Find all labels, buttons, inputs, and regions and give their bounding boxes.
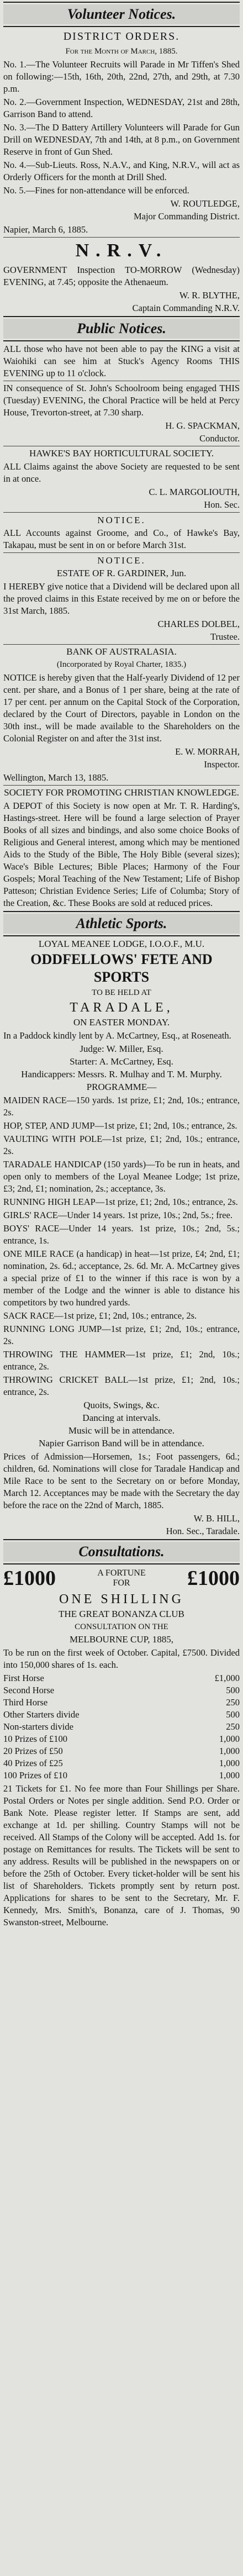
- top-rule: [3, 2, 240, 3]
- choral-signature-title: Conductor.: [199, 433, 240, 444]
- hb-society-signature: C. L. MARGOLIOUTH,: [149, 487, 240, 497]
- fete-music: Music will be in attendance.: [68, 1425, 175, 1436]
- rule: [3, 911, 240, 912]
- fete-handicappers: Handicappers: Messrs. R. Mulhay and T. M. Murphy.: [21, 1069, 222, 1079]
- programme-heading: PROGRAMME—: [86, 1082, 157, 1092]
- prize-row: [3, 1684, 240, 1697]
- public-notice-choral: IN consequence of St. John's Schoolroom being engaged THIS (Tuesday) EVENING, the Choral Practice will be held at Percy House, Trevorton-street, at 7.30 sharp.: [3, 383, 240, 418]
- cup-line: MELBOURNE CUP, 1885,: [70, 1634, 173, 1645]
- district-orders-title: DISTRICT ORDERS.: [63, 30, 180, 43]
- nrv-title: N.R.V.: [75, 240, 168, 261]
- bank-title: BANK OF AUSTRALASIA.: [66, 646, 177, 657]
- prize-label: Other Starters divide: [3, 1709, 80, 1720]
- event-item: RUNNING HIGH LEAP—1st prize, £1; 2nd, 10s.; entrance, 2s.: [3, 1197, 238, 1207]
- volunteer-signature-title: Major Commanding District.: [133, 211, 240, 222]
- event-item: THROWING CRICKET BALL—1st prize, £1; 2nd, 10s.; entrance, 2s.: [3, 1374, 240, 1397]
- fete-band: Napier Garrison Band will be in attendance.: [39, 1438, 204, 1448]
- prize-amount: 500: [226, 1709, 240, 1720]
- prize-row: [3, 1733, 240, 1745]
- volunteer-date: Napier, March 6, 1885.: [3, 224, 88, 235]
- notice-account-title: NOTICE.: [97, 515, 146, 525]
- volunteer-signature: W. ROUTLEDGE,: [170, 198, 240, 209]
- club-line: THE GREAT BONANZA CLUB: [59, 1609, 184, 1619]
- estate-signature: CHARLES DOLBEL,: [157, 619, 240, 629]
- rule: [3, 935, 240, 936]
- prize-label: 40 Prizes of £25: [3, 1758, 63, 1768]
- bank-body: NOTICE is hereby given that the Half-yearly Dividend of 12 per cent. per share, and a Bonus of 1 per share, being at the rate of 17 per cent. per annum on the Capital Stock of the Corporation, declared by the Court of Directors, payable in London on the 30th inst., will be made available to the Shareholders on the Colonial Register on and after the 31st inst.: [3, 672, 240, 744]
- prize-label: Non-starters divide: [3, 1721, 73, 1732]
- divider: [3, 552, 240, 553]
- athletic-header-band: [3, 914, 240, 934]
- event-item: THROWING THE HAMMER—1st prize, £1; 2nd, 10s.; entrance, 2s.: [3, 1349, 240, 1372]
- divider: [3, 512, 240, 513]
- prize-row: [3, 1697, 240, 1709]
- orders-month: For the Month of March, 1885.: [65, 47, 178, 56]
- rule: [3, 340, 240, 341]
- fete-signature-title: Hon. Sec., Taradale.: [166, 1526, 240, 1536]
- order-item: No. 3.—The D Battery Artillery Volunteers will Parade for Gun Drill on WEDNESDAY, 7th and 14th, at 8 p.m., on Government Reserve in front of Gun Shed.: [3, 122, 240, 157]
- order-item: No. 5.—Fines for non-attendance will be enforced.: [3, 185, 189, 196]
- rule: [3, 1539, 240, 1540]
- hb-society-title: HAWKE'S BAY HORTICULTURAL SOCIETY.: [29, 448, 214, 459]
- prize-amount: 1,000: [219, 1746, 240, 1756]
- fete-quoits: Quoits, Swings, &c.: [83, 1400, 160, 1410]
- event-item: RUNNING LONG JUMP—1st prize, £1; 2nd, 10s.; entrance, 2s.: [3, 1324, 240, 1346]
- fete-judge: Judge: W. Miller, Esq.: [80, 1044, 163, 1054]
- prize-list: [3, 1672, 240, 1782]
- prize-amount: 1,000: [219, 1770, 240, 1780]
- bank-signature: E. W. MORRAH,: [175, 746, 240, 757]
- divider: [3, 237, 240, 238]
- bank-date: Wellington, March 13, 1885.: [3, 772, 109, 783]
- volunteer-header: Volunteer Notices.: [67, 6, 176, 22]
- prize-label: Third Horse: [3, 1697, 48, 1708]
- consult-line: CONSULTATION ON THE: [75, 1622, 168, 1631]
- consult-intro: To be run on the first week of October. Capital, £7500. Divided into 150,000 shares of 1s. each.: [3, 1647, 240, 1670]
- nrv-signature-title: Captain Commanding N.R.V.: [132, 303, 240, 313]
- hb-society-body: ALL Claims against the above Society are requested to be sent in at once.: [3, 461, 240, 484]
- event-item: GIRLS' RACE—Under 14 years. 1st prize, 10s.; 2nd, 5s.; free.: [3, 1210, 233, 1220]
- rule: [3, 1563, 240, 1564]
- public-header-band: [3, 319, 240, 339]
- estate-signature-title: Trustee.: [210, 631, 240, 642]
- public-notice-king: ALL those who have not been able to pay the KING a visit at Waiohiki can see him at Stuck's Agency Rooms THIS EVENING up to 11 o'clock.: [3, 344, 240, 378]
- event-item: MAIDEN RACE—150 yards. 1st prize, £1; 2nd, 10s.; entrance, 2s.: [3, 1095, 240, 1118]
- event-item: VAULTING WITH POLE—1st prize, £1; 2nd, 10s.; entrance, 2s.: [3, 1134, 240, 1156]
- prize-label: First Horse: [3, 1673, 44, 1683]
- event-item: HOP, STEP, AND JUMP—1st prize, £1; 2nd, 10s.; entrance, 2s.: [3, 1120, 237, 1131]
- fortune-block: [97, 1568, 146, 1588]
- fete-starter: Starter: A. McCartney, Esq.: [70, 1056, 173, 1067]
- event-item: BOYS' RACE—Under 14 years. 1st prize, 10s.; 2nd, 5s.; entrance, 1s.: [3, 1223, 240, 1246]
- consult-header-band: [3, 1542, 240, 1562]
- fete-day: ON EASTER MONDAY.: [73, 1017, 170, 1028]
- prize-row: [3, 1709, 240, 1721]
- prize-row: [3, 1757, 240, 1769]
- prize-row: [3, 1745, 240, 1757]
- one-shilling: ONE SHILLING: [59, 1592, 184, 1606]
- prize-amount: 1,000: [219, 1758, 240, 1768]
- prize-row: [3, 1721, 240, 1733]
- event-item: ONE MILE RACE (a handicap) in heat—1st prize, £4; 2nd, £1; nomination, 2s. 6d.; acceptance, 2s. 6d. Mr. A. McCartney gives a special prize of £1 to the winner if this race is won by a member of the Lodge and the winner is able to distance his competitors by two hundred yards.: [3, 1249, 240, 1308]
- prize-label: 100 Prizes of £10: [3, 1770, 67, 1780]
- consult-header: Consultations.: [78, 1544, 165, 1560]
- fete-title: ODDFELLOWS' FETE AND SPORTS: [30, 951, 213, 985]
- fete-dancing: Dancing at intervals.: [82, 1413, 161, 1423]
- prize-row: [3, 1769, 240, 1782]
- consult-headline: [3, 1566, 240, 1590]
- rule: [3, 26, 240, 27]
- order-item: No. 4.—Sub-Lieuts. Ross, N.A.V., and King, N.R.V., will act as Orderly Officers for the month at Drill Shed.: [3, 160, 240, 182]
- big-amount-right: £1000: [187, 1567, 240, 1590]
- prize-label: Second Horse: [3, 1685, 55, 1695]
- event-item: SACK RACE—1st prize, £1; 2nd, 10s.; entrance, 2s.: [3, 1310, 197, 1321]
- fortune-line1: A FORTUNE: [97, 1568, 146, 1578]
- event-item: TARADALE HANDICAP (150 yards)—To be run in heats, and open only to members of the Loyal Meanee Lodge; 1st prize, £3; 2nd, £1; nomination, 2s.; acceptance, 3s.: [3, 1159, 240, 1194]
- spck-title: SOCIETY FOR PROMOTING CHRISTIAN KNOWLEDGE.: [4, 787, 239, 798]
- divider: [3, 785, 240, 786]
- divider: [3, 644, 240, 645]
- prize-amount: 250: [226, 1721, 240, 1732]
- prize-label: 20 Prizes of £50: [3, 1746, 63, 1756]
- fortune-line2: FOR: [113, 1578, 130, 1588]
- bank-incorporated: (Incorporated by Royal Charter, 1835.): [56, 660, 187, 669]
- prize-amount: £1,000: [214, 1673, 240, 1683]
- big-amount-left: £1000: [3, 1567, 56, 1590]
- fete-intro: In a Paddock kindly lent by A. McCartney, Esq., at Roseneath.: [3, 1030, 231, 1041]
- order-item: No. 2.—Government Inspection, WEDNESDAY, 21st and 28th, Garrison Band to attend.: [3, 97, 240, 119]
- choral-signature: H. G. SPACKMAN,: [165, 420, 240, 431]
- volunteer-header-band: [3, 4, 240, 24]
- nrv-body: GOVERNMENT Inspection TO-MORROW (Wednesday) EVENING, at 7.45; opposite the Athenaeum.: [3, 265, 240, 287]
- rule: [3, 316, 240, 317]
- prize-amount: 250: [226, 1697, 240, 1708]
- prize-label: 10 Prizes of £100: [3, 1734, 67, 1744]
- notice-estate-title: NOTICE.: [97, 555, 146, 566]
- public-header: Public Notices.: [77, 320, 166, 336]
- prize-row: [3, 1672, 240, 1684]
- fete-place: TARADALE,: [70, 1000, 173, 1015]
- notice-account-body: ALL Accounts against Groome, and Co., of Hawke's Bay, Takapau, must be sent in on or before March 31st.: [3, 528, 240, 550]
- to-be-held: TO BE HELD AT: [92, 988, 151, 997]
- hb-society-signature-title: Hon. Sec.: [204, 499, 240, 510]
- fete-signature: W. B. HILL,: [193, 1513, 240, 1524]
- prize-amount: 1,000: [219, 1734, 240, 1744]
- athletic-header: Athletic Sports.: [76, 915, 167, 931]
- order-item: No. 1.—The Volunteer Recruits will Parade in Mr Tiffen's Shed on following:—15th, 16th, 20th, 22nd, 27th, and 29th, at 7.30 p.m.: [3, 59, 240, 94]
- bank-signature-title: Inspector.: [204, 759, 240, 770]
- estate-body: I HEREBY give notice that a Dividend will be declared upon all the proved claims in this Estate received by me on or before the 31st March, 1885.: [3, 581, 240, 616]
- nrv-signature: W. R. BLYTHE,: [179, 290, 240, 301]
- prize-amount: 500: [226, 1685, 240, 1695]
- lodge-name: LOYAL MEANEE LODGE, I.O.O.F., M.U.: [38, 939, 205, 949]
- spck-body: A DEPOT of this Society is now open at Mr. T. R. Harding's, Hastings-street. Here will be found a large selection of Prayer Books of all sizes and bindings, and also some choice Books of Religious and General interest, among which may be mentioned Aids to the Study of the Bible, The Holy Bible (several sizes); Wace's Bible Lectures; Bible Places; Harmony of the Four Gospels; Moral Teaching of the New Testament; Life of Bishop Patteson; Christian Evidence Series; Life of Columba; Story of the Creation, &c. These Books are sold at reduced prices.: [3, 800, 240, 908]
- fete-notes: Prices of Admission—Horsemen, 1s.; Foot passengers, 6d.; children, 6d. Nominations will close for Taradale Handicap and Mile Race to be sent to the Secretary on or before Monday, March 12. Acceptances may be made with the Secretary the day before the race on the 22nd of March, 1885.: [3, 1451, 240, 1510]
- estate-name: ESTATE OF R. GARDINER, Jun.: [56, 568, 187, 578]
- consult-body: 21 Tickets for £1. No fee more than Four Shillings per Share. Postal Orders or Notes per single addition. Send P.O. Order or Bank Note. Please register letter. If Stamps are sent, add exchange at 1d. per shilling. Country Stamps will not be received. All Stamps of the Colony will be accepted. Add 1s. for postage on Remittances for results. The Tickets will be sent to any address. Results will be published in the newspapers on or before the 25th of October. Every ticket-holder will be sent his list of Shareholders. Tickets promptly sent by return post. Applications for shares to be sent to the Secretary, Mr. F. Kennedy, Mrs. Smith's, Bonanza, care of J. Thomas, 90 Swanston-street, Melbourne.: [3, 1783, 240, 1927]
